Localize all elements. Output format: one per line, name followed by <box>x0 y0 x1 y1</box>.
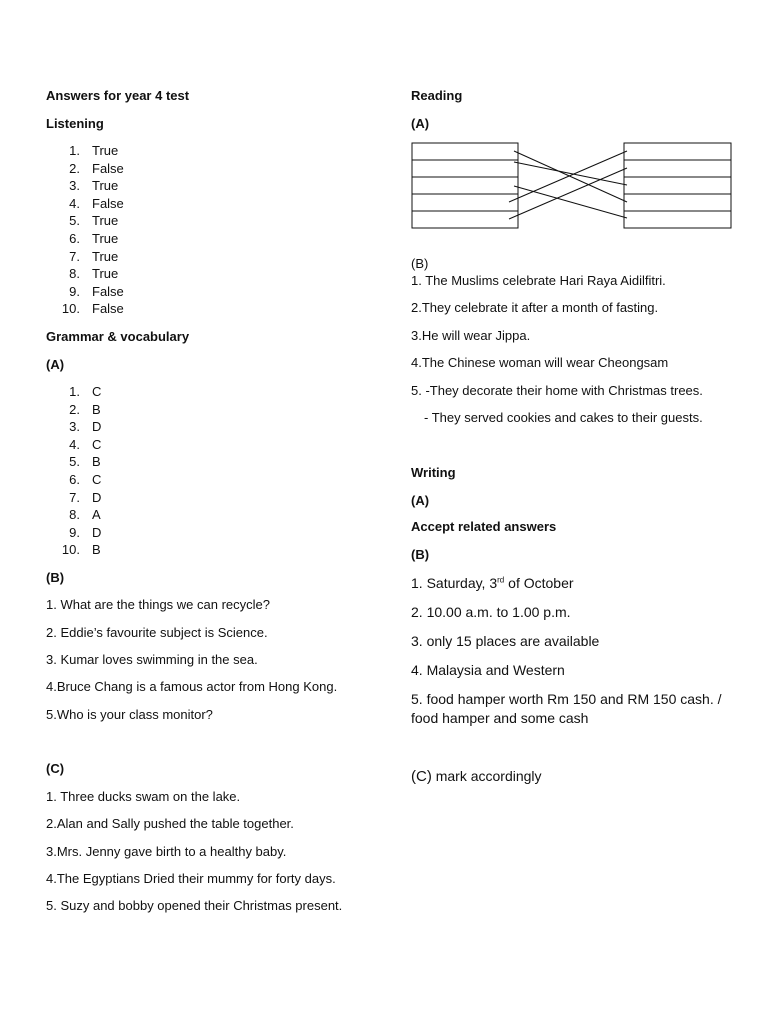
listening-heading: Listening <box>46 116 104 131</box>
list-item: 4. False <box>69 195 124 211</box>
left-box-5 <box>412 211 518 228</box>
grammar-c-answer-5: 5. Suzy and bobby opened their Christmas present. <box>46 898 343 913</box>
reading-b-answer-5: 5. -They decorate their home with Christmas trees. <box>411 383 703 398</box>
listening-answers <box>61 142 124 318</box>
reading-b-answer-4: 4.The Chinese woman will wear Cheongsam <box>411 355 669 370</box>
left-box-3 <box>412 177 518 194</box>
right-box-3 <box>624 177 731 194</box>
list-item: 10. B <box>61 542 101 558</box>
grammar-b-answer-5: 5.Who is your class monitor? <box>46 707 213 722</box>
list-item: 8. True <box>69 266 119 282</box>
writing-c-answer: (C) mark accordingly <box>411 768 542 785</box>
match-line-3 <box>514 186 627 218</box>
matching-diagram <box>411 142 733 230</box>
list-item: 5. B <box>69 454 101 470</box>
left-box-4 <box>412 194 518 211</box>
grammar-a-label: (A) <box>46 357 65 372</box>
match-line-2 <box>514 162 627 185</box>
left-box-1 <box>412 143 518 160</box>
reading-b-answer-3: 3.He will wear Jippa. <box>411 328 531 343</box>
grammar-b-answer-2: 2. Eddie’s favourite subject is Science. <box>46 625 268 640</box>
writing-b-label: (B) <box>411 547 430 562</box>
grammar-c-label: (C) <box>46 761 65 776</box>
grammar-c-answer-3: 3.Mrs. Jenny gave birth to a healthy baby. <box>46 844 287 859</box>
grammar-b-answer-1: 1. What are the things we can recycle? <box>46 597 271 612</box>
writing-b-answer-3: 3. only 15 places are available <box>411 633 600 649</box>
grammar-b-answer-4: 4.Bruce Chang is a famous actor from Hong Kong. <box>46 679 338 694</box>
list-item: 1. True <box>69 143 119 158</box>
writing-c-label: (C) <box>411 768 432 785</box>
list-item: 6. True <box>69 230 119 246</box>
list-item: 9. D <box>69 524 102 540</box>
list-item: 4. C <box>69 436 102 452</box>
writing-b-answer-2: 2. 10.00 a.m. to 1.00 p.m. <box>411 604 571 620</box>
writing-b-answer-5-line2: food hamper and some cash <box>411 710 589 726</box>
right-box-5 <box>624 211 731 228</box>
list-item: 5. True <box>69 213 119 229</box>
reading-a-label: (A) <box>411 116 430 131</box>
grammar-c-answer-2: 2.Alan and Sally pushed the table together. <box>46 816 294 831</box>
grammar-b-answer-3: 3. Kumar loves swimming in the sea. <box>46 652 258 667</box>
reading-b-answer-2: 2.They celebrate it after a month of fasting. <box>411 300 659 315</box>
list-item: 2. False <box>69 160 124 176</box>
grammar-a-answers <box>61 383 102 559</box>
right-box-2 <box>624 160 731 177</box>
list-item: 8. A <box>69 507 101 523</box>
list-item: 7. True <box>69 248 119 264</box>
writing-b-answer-4: 4. Malaysia and Western <box>411 662 565 678</box>
reading-b-label: (B) <box>411 256 429 271</box>
writing-b-answer-1: 1. Saturday, 3rd of October <box>411 575 574 591</box>
grammar-c-answer-1: 1. Three ducks swam on the lake. <box>46 789 241 804</box>
list-item: 3. True <box>69 178 119 194</box>
reading-heading: Reading <box>411 88 463 103</box>
writing-a-label: (A) <box>411 493 430 508</box>
grammar-b-label: (B) <box>46 570 65 585</box>
list-item: 7. D <box>69 489 102 505</box>
right-box-4 <box>624 194 731 211</box>
writing-a-text: Accept related answers <box>411 519 557 534</box>
grammar-c-answer-4: 4.The Egyptians Dried their mummy for forty days. <box>46 871 336 886</box>
list-item: 2. B <box>69 401 101 417</box>
grammar-heading: Grammar & vocabulary <box>46 329 190 344</box>
page-title: Answers for year 4 test <box>46 88 190 103</box>
reading-b-answer-1: 1. The Muslims celebrate Hari Raya Aidilfitri. <box>411 273 666 288</box>
list-item: 3. D <box>69 419 102 435</box>
list-item: 6. C <box>69 471 102 487</box>
right-box-1 <box>624 143 731 160</box>
writing-b-answer-5-line1: 5. food hamper worth Rm 150 and RM 150 cash. / <box>411 691 722 707</box>
reading-b-answer-5b: - They served cookies and cakes to their guests. <box>424 410 703 425</box>
writing-heading: Writing <box>411 465 456 480</box>
list-item: 10. False <box>61 301 124 317</box>
list-item: 9. False <box>69 283 124 299</box>
list-item: 1. C <box>69 384 102 399</box>
left-box-2 <box>412 160 518 177</box>
